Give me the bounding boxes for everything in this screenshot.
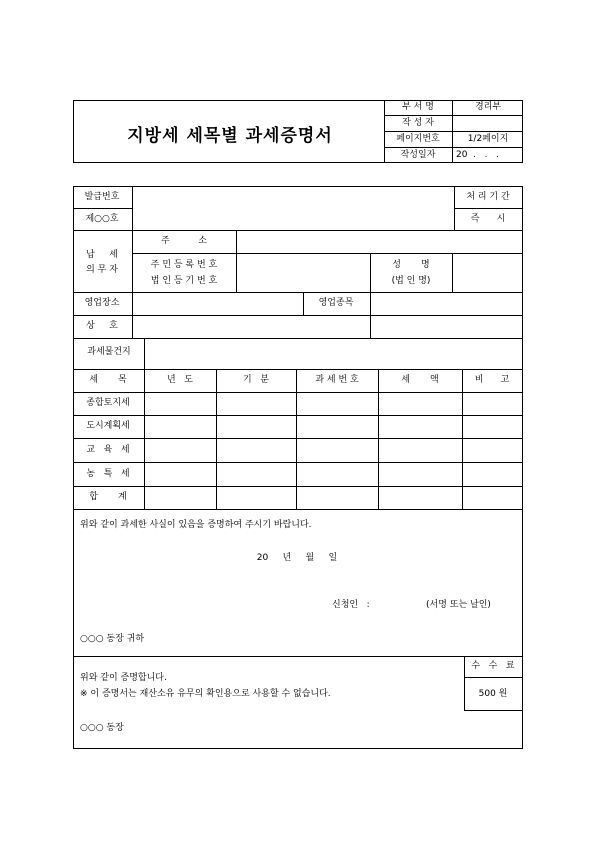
processing-period-value: 즉 시 [470,214,506,224]
row-label-rural-special-tax: 농 특 세 [86,469,130,479]
form-line [73,292,523,293]
form-line [132,230,133,292]
form-line [132,253,523,254]
author-label: 작 성 자 [402,118,434,128]
form-line [370,253,371,292]
business-type-label: 영업종목 [318,298,354,308]
dept-label: 부 서 명 [402,102,434,112]
table-line [73,509,523,510]
fee-box-line [464,677,523,678]
date-label: 작성일자 [400,150,436,160]
form-line [73,369,523,370]
table-line [144,369,145,509]
dept-value: 경리부 [474,102,502,112]
form-line [73,338,523,339]
trade-name-label: 상 호 [86,321,118,331]
header-row-line [384,115,523,116]
addressee: ○○○ 동장 귀하 [80,634,145,644]
page-number-label: 페이지번호 [396,134,440,144]
table-line [73,392,523,393]
header-row-line [384,131,523,132]
table-line [73,486,523,487]
col-header-period: 기 분 [243,375,269,385]
certification-statement: 위와 같이 증명합니다. [80,673,167,683]
taxable-location-label: 과세물건지 [87,347,131,357]
issuer: ○○○ 동장 [80,723,124,733]
processing-period-label: 처 리 기 간 [466,192,510,202]
row-label-comprehensive-land-tax: 종합토지세 [86,398,130,408]
table-line [73,462,523,463]
col-header-year: 년 도 [167,375,193,385]
fee-value: 500 원 [478,689,508,699]
col-header-amount: 세 액 [401,375,439,385]
row-label-education-tax: 교 육 세 [86,445,130,455]
document-title: 지방세 세목별 과세증명서 [127,126,333,146]
applicant-label: 신청인 : [332,600,370,610]
request-date: 20 년 월 일 [256,553,338,563]
form-line [452,253,453,292]
address-label: 주 소 [161,236,207,246]
page-number-value: 1/2페이지 [467,134,509,144]
table-line [216,369,217,509]
form-line [73,208,132,209]
table-line [462,369,463,509]
signature-note: (서명 또는 날인) [426,600,491,610]
col-header-tax-number: 과 세 번 호 [315,375,359,385]
table-line [296,369,297,509]
table-line [378,369,379,509]
date-value: 20 . . . [456,150,499,160]
corporate-name-label: (법 인 명) [391,276,431,286]
form-line [132,186,133,230]
row-label-urban-planning-tax: 도시계획세 [86,421,130,431]
taxpayer-label: 납 세 [86,250,118,260]
main-form-box [73,186,523,749]
form-line [144,338,145,369]
resident-number-label: 주 민 등 록 번 호 [150,260,218,270]
row-label-total: 합 계 [89,492,127,502]
certification-note: ※ 이 증명서는 재산소유 유무의 확인용으로 사용할 수 없습니다. [80,689,331,699]
table-line [73,415,523,416]
issue-number-value: 제○○호 [85,214,119,224]
corporate-number-label: 법 인 등 기 번 호 [150,276,218,286]
request-statement: 위와 같이 과세한 사실이 있음을 증명하여 주시기 바랍니다. [80,520,312,530]
form-line [303,292,304,315]
form-line [454,208,523,209]
table-line [73,438,523,439]
header-row-line [384,147,523,148]
form-line [73,230,523,231]
issue-number-label: 발급번호 [84,192,120,202]
col-header-tax-item: 세 목 [89,375,127,385]
col-header-remarks: 비 고 [474,375,510,385]
business-place-label: 영업장소 [84,298,120,308]
section-divider [73,656,523,657]
form-line [236,230,237,292]
form-line [73,315,523,316]
fee-label: 수 수 료 [471,661,515,671]
taxpayer-label-2: 의 무 자 [86,265,118,275]
name-label: 성 명 [392,260,430,270]
